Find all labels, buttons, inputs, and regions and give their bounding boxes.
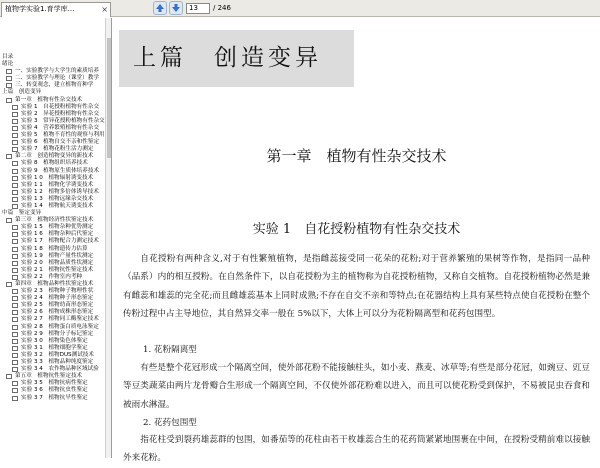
outline-item-label: 实验 2 4 植物种子形态鉴定	[21, 295, 94, 302]
subheading-pollen-isolation: 1. 花粉隔离型	[143, 345, 197, 355]
bookmark-page-icon	[12, 360, 18, 365]
outline-item[interactable]	[0, 324, 105, 331]
prev-page-button[interactable]	[153, 1, 167, 15]
outline-item[interactable]	[0, 175, 105, 182]
outline-item-label: 实验 1 2 植物多倍体诱导技术	[21, 188, 99, 195]
arrow-down-icon	[170, 2, 182, 14]
outline-item-label: 实验 5 植物不育性的观察与利用	[21, 132, 105, 139]
outline-item-label: 实验 1 7 植物配合力测定技术	[21, 238, 99, 245]
outline-item-label: 实验 1 3 植物远缘杂交技术	[21, 195, 94, 202]
outline-item[interactable]	[0, 97, 105, 104]
bookmark-page-icon	[6, 154, 12, 159]
document-tab[interactable]	[1, 2, 111, 17]
bookmark-page-icon	[12, 232, 18, 237]
bookmark-page-icon	[12, 396, 18, 401]
bookmark-page-icon	[6, 76, 12, 81]
outline-item-label: 第一章 植物有性杂交技术	[15, 96, 83, 103]
bookmark-page-icon	[12, 119, 18, 124]
bookmark-page-icon	[12, 367, 18, 372]
outline-item-label: 实验 3 2 植物DUS测试技术	[21, 351, 94, 358]
bookmark-page-icon	[12, 303, 18, 308]
outline-item-label: 实验 3 4 农作物品种区域试验	[21, 366, 99, 373]
bookmark-page-icon	[12, 332, 18, 337]
chapter-title: 第一章 植物有性杂交技术	[266, 147, 447, 165]
bookmark-page-icon	[12, 254, 18, 259]
outline-item-label: 实验 3 5 植物抗病性鉴定	[21, 380, 88, 387]
outline-item-label: 第五章 植物抗性鉴定技术	[15, 373, 83, 380]
outline-item-label: 实验 1 9 植物产量性状测定	[21, 252, 94, 259]
bookmark-page-icon	[12, 161, 18, 166]
bookmark-page-icon	[12, 190, 18, 195]
outline-item[interactable]	[0, 395, 105, 402]
outline-item[interactable]	[0, 118, 105, 125]
outline-item-label: 实验 2 2 作物室内考种	[21, 273, 83, 280]
bookmark-page-icon	[12, 225, 18, 230]
bookmark-page-icon	[12, 310, 18, 315]
next-page-button[interactable]	[169, 1, 183, 15]
outline-item-label: 实验 2 5 植物幼苗形态鉴定	[21, 302, 94, 309]
outline-item-label: 实验 3 6 植物抗虫性鉴定	[21, 387, 88, 394]
outline-item-label: 实验 3 1 植物细胞学鉴定	[21, 344, 88, 351]
bookmark-page-icon	[12, 126, 18, 131]
bookmark-page-icon	[12, 112, 18, 117]
outline-item[interactable]	[0, 345, 105, 352]
bookmark-page-icon	[6, 69, 12, 74]
outline-item-label: 二、实验教学与理论（课堂）教学	[15, 75, 99, 82]
outline-item[interactable]	[0, 182, 105, 189]
bookmark-page-icon	[12, 289, 18, 294]
paragraph-pollen-isolation: 有些是整个花冠形成一个隔离空间，使外部花粉不能接触柱头，如小麦、燕麦、冰草等;有些是部分花冠，如豌豆、豇豆等豆类蔬菜由两片龙骨瓣合生形成一个隔离空间，不仅使外部花粉难以进入，而且可以使花粉受到保护，不易被昆虫吞食和被雨水淋湿。	[123, 363, 590, 410]
outline-item-label: 实验 2 0 植物品质性状测定	[21, 259, 94, 266]
scrollbar-thumb[interactable]	[107, 38, 111, 158]
bookmark-page-icon	[12, 197, 18, 202]
outline-item[interactable]	[0, 316, 105, 323]
outline-item-label: 实验 6 植物自交不亲和性鉴定	[21, 139, 100, 146]
subheading-anther-enclosure: 2. 花药包围型	[143, 418, 197, 428]
outline-item[interactable]	[0, 352, 105, 359]
outline-item[interactable]	[0, 160, 105, 167]
bookmark-page-icon	[12, 388, 18, 393]
outline-item-label: 实验 2 8 植物蛋白质电泳鉴定	[21, 323, 99, 330]
bookmark-page-icon	[12, 147, 18, 152]
outline-item-label: 三、转变观念，建立植物育种学	[15, 82, 94, 89]
bookmark-page-icon	[12, 204, 18, 209]
outline-item[interactable]	[0, 203, 105, 210]
outline-item[interactable]	[0, 338, 105, 345]
outline-item-label: 实验 2 9 植物分子标记鉴定	[21, 330, 94, 337]
bookmark-page-icon	[6, 83, 12, 88]
bookmark-page-icon	[12, 268, 18, 273]
bookmark-page-icon	[12, 239, 18, 244]
outline-item-label: 实验 1 4 植物航天诱变技术	[21, 202, 94, 209]
outline-item[interactable]	[0, 246, 105, 253]
paragraph-anther-enclosure: 指花柱受到裂药雄蕊群的包围，如番茄等的花柱由若干枚雄蕊合生的花药筒紧紧地围裹在中间，在授粉受精前难以接触外来花粉。	[123, 435, 590, 464]
bookmark-page-icon	[6, 218, 12, 223]
bookmark-page-icon	[12, 247, 18, 252]
outline-item-label: 目录	[2, 54, 14, 60]
outline-item[interactable]	[0, 253, 105, 260]
outline-item-label: 实验 2 1 植物抗性鉴定技术	[21, 266, 94, 273]
outline-item-label: 实验 2 3 植物种子物理性状	[21, 288, 94, 295]
bookmark-page-icon	[12, 353, 18, 358]
bookmark-page-icon	[12, 140, 18, 145]
outline-item-label: 实验 3 常异花授粉植物有性杂交	[21, 117, 105, 124]
bookmark-page-icon	[12, 381, 18, 386]
bookmark-page-icon	[12, 339, 18, 344]
outline-item[interactable]	[0, 54, 105, 61]
part-title: 上篇 创造变异	[133, 45, 322, 71]
outline-item-label: 实验 1 自花授粉植物有性杂交	[21, 103, 100, 110]
bookmark-page-icon	[12, 317, 18, 322]
outline-item[interactable]	[0, 168, 105, 175]
outline-item-label: 一、实验教学与大学生的素质培养	[15, 68, 99, 75]
arrow-up-icon	[154, 2, 166, 14]
outline-item-label: 实验 1 5 植物杂种优势测定	[21, 224, 94, 231]
part-banner	[119, 30, 354, 87]
outline-item-label: 实验 8 植物组织培养技术	[21, 160, 88, 167]
document-page	[113, 18, 600, 464]
outline-item-label: 上篇 创造变异	[2, 89, 42, 96]
bookmark-page-icon	[6, 98, 12, 103]
outline-item-label: 实验 2 6 植物成株形态鉴定	[21, 309, 94, 316]
outline-item[interactable]	[0, 267, 105, 274]
outline-item-label: 实验 7 植物花粉生活力测定	[21, 146, 94, 153]
bookmark-page-icon	[12, 183, 18, 188]
sidebar-scrollbar[interactable]	[105, 18, 111, 458]
outline-item-label: 实验 3 7 植物抗旱性鉴定	[21, 394, 88, 401]
outline-item-label: 第二章 创造植物变异的新技术	[15, 153, 94, 160]
outline-item[interactable]	[0, 331, 105, 338]
outline-item-label: 实验 4 营养繁殖植物有性杂交	[21, 124, 100, 131]
bookmark-page-icon	[12, 169, 18, 174]
outline-item-label: 实验 1 0 植物辐射诱变技术	[21, 174, 94, 181]
outline-item[interactable]	[0, 274, 105, 281]
bookmark-page-icon	[12, 133, 18, 138]
outline-item[interactable]	[0, 196, 105, 203]
bookmark-page-icon	[12, 325, 18, 330]
outline-item-label: 实验 1 8 植物遗传力估算	[21, 245, 88, 252]
bookmark-page-icon	[12, 261, 18, 266]
bookmark-page-icon	[12, 105, 18, 110]
outline-tree	[0, 54, 105, 402]
outline-item[interactable]	[0, 111, 105, 118]
toolbar	[0, 0, 600, 17]
bookmark-page-icon	[6, 282, 12, 287]
outline-item[interactable]	[0, 260, 105, 267]
outline-sidebar	[0, 18, 112, 458]
outline-item-label: 实验 3 0 植物染色体鉴定	[21, 337, 88, 344]
outline-item[interactable]	[0, 89, 105, 96]
bookmark-page-icon	[6, 374, 12, 379]
outline-item[interactable]	[0, 189, 105, 196]
page-total: / 246	[213, 4, 231, 12]
outline-item[interactable]	[0, 387, 105, 394]
outline-item[interactable]	[0, 104, 105, 111]
outline-item-label: 实验 2 异花授粉植物有性杂交	[21, 110, 100, 117]
close-icon[interactable]: ×	[101, 5, 108, 14]
section-title: 实验 1 自花授粉植物有性杂交技术	[252, 222, 461, 237]
outline-item-label: 实验 9 植物原生质体培养技术	[21, 167, 100, 174]
outline-item-label: 实验 1 6 植物杂种后代鉴定	[21, 231, 94, 238]
paragraph-intro: 自花授粉有两种含义,对于有性繁殖植物，是指雌蕊接受同一花朵的花粉;对于营养繁殖的果树等作物，是指同一品种（品系）内的相互授粉。在自然条件下，以自花授粉为主的植物称为自花授粉植物，又称自交植物。自花授粉植物必然是兼有雌蕊和雄蕊的完全花;而且雌雄蕊基本上同时成熟;不存在自交不亲和等特点;在花器结构上具有某些特点使自花授粉在整个传粉过程中占主导地位，其自然异交率一般在 5%以下，大体上可以分为花粉隔离型和花药包围型。	[123, 254, 590, 320]
tab-title: 植物学实验1.育学库...	[5, 5, 75, 13]
outline-item-label: 第四章 植物品种性状鉴定技术	[15, 281, 94, 287]
page-number-input[interactable]: 13	[186, 3, 210, 14]
outline-item[interactable]	[0, 238, 105, 245]
bookmark-page-icon	[12, 346, 18, 351]
bookmark-page-icon	[12, 275, 18, 280]
outline-item[interactable]	[0, 125, 105, 132]
outline-item-label: 实验 3 3 植物品种纯度鉴定	[21, 359, 94, 366]
outline-item-label: 实验 1 1 植物化学诱变技术	[21, 181, 94, 188]
outline-item-label: 绪论	[2, 61, 14, 68]
outline-item-label: 第三章 植物经济性状鉴定技术	[15, 217, 94, 224]
bookmark-page-icon	[12, 296, 18, 301]
outline-item-label: 实验 2 7 植物同工酶鉴定技术	[21, 316, 99, 323]
bookmark-page-icon	[12, 176, 18, 181]
outline-item-label: 中篇 鉴定变异	[2, 210, 42, 217]
